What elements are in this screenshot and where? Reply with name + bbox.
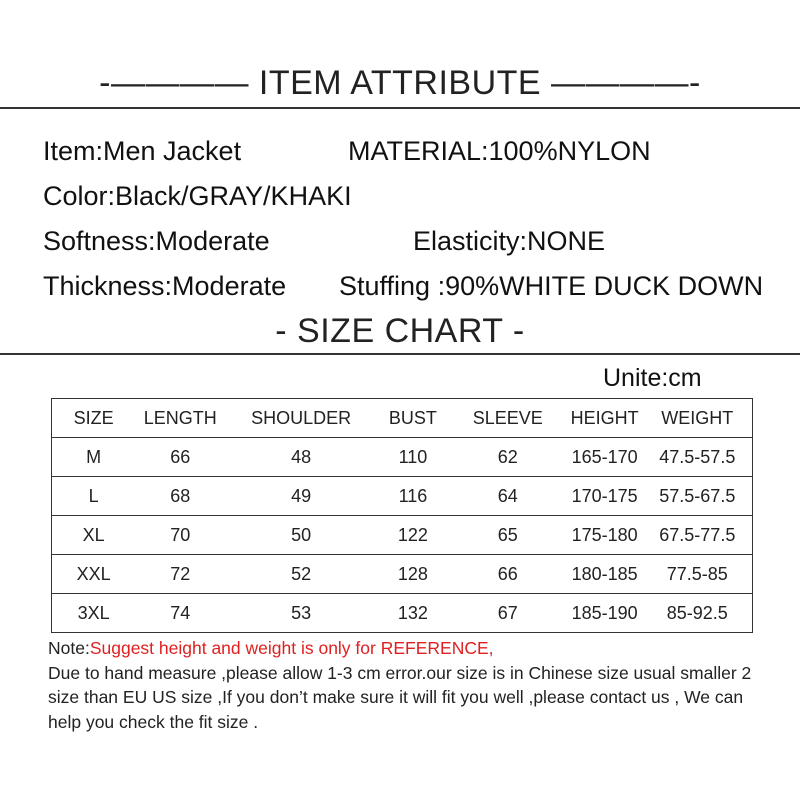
cell-height: 165-170 — [567, 438, 643, 477]
table-row — [52, 438, 753, 477]
cell-shoulder: 50 — [225, 516, 377, 555]
size-table — [51, 398, 753, 633]
cell-shoulder: 49 — [225, 477, 377, 516]
note-label: Note: — [48, 638, 90, 658]
header-divider — [0, 107, 800, 109]
cell-height: 180-185 — [567, 555, 643, 594]
col-header-length: LENGTH — [135, 399, 225, 438]
note-body: Due to hand measure ,please allow 1-3 cm error.our size is in Chinese size usual smaller 2 size than EU US size ,If you don’t make sure it will fit you well ,please contact us , We can help you check the fit size . — [48, 662, 752, 732]
cell-weight: 67.5-77.5 — [643, 516, 753, 555]
table-row — [52, 555, 753, 594]
cell-bust: 128 — [377, 555, 449, 594]
table-header-row — [52, 399, 753, 438]
cell-shoulder: 52 — [225, 555, 377, 594]
item-attribute-title: -———— ITEM ATTRIBUTE ————- — [99, 64, 701, 102]
cell-size: M — [52, 438, 136, 477]
table-row — [52, 594, 753, 633]
attr-elasticity: Elasticity:NONE — [413, 226, 606, 256]
cell-size: 3XL — [52, 594, 136, 633]
cell-size: XXL — [52, 555, 136, 594]
col-header-sleeve: SLEEVE — [449, 399, 567, 438]
cell-size: XL — [52, 516, 136, 555]
cell-length: 72 — [135, 555, 225, 594]
size-chart-title: - SIZE CHART - — [275, 312, 525, 350]
cell-height: 175-180 — [567, 516, 643, 555]
cell-height: 170-175 — [567, 477, 643, 516]
cell-shoulder: 53 — [225, 594, 377, 633]
cell-length: 68 — [135, 477, 225, 516]
col-header-shoulder: SHOULDER — [225, 399, 377, 438]
cell-height: 185-190 — [567, 594, 643, 633]
cell-bust: 116 — [377, 477, 449, 516]
fit-note — [48, 636, 768, 734]
cell-shoulder: 48 — [225, 438, 377, 477]
cell-length: 66 — [135, 438, 225, 477]
unit-label: Unite:cm — [603, 364, 702, 392]
attr-color: Color:Black/GRAY/KHAKI — [43, 181, 352, 211]
cell-sleeve: 67 — [449, 594, 567, 633]
attr-stuffing: Stuffing :90%WHITE DUCK DOWN — [339, 271, 764, 301]
attr-thickness: Thickness:Moderate — [43, 271, 287, 301]
note-highlight: Suggest height and weight is only for REFERENCE, — [89, 638, 494, 658]
cell-weight: 77.5-85 — [643, 555, 753, 594]
attr-softness: Softness:Moderate — [43, 226, 270, 256]
cell-bust: 132 — [377, 594, 449, 633]
cell-weight: 85-92.5 — [643, 594, 753, 633]
table-row — [52, 477, 753, 516]
col-header-weight: WEIGHT — [643, 399, 753, 438]
cell-sleeve: 62 — [449, 438, 567, 477]
attr-item: Item:Men Jacket — [43, 136, 242, 166]
col-header-size: SIZE — [52, 399, 136, 438]
cell-size: L — [52, 477, 136, 516]
cell-sleeve: 64 — [449, 477, 567, 516]
cell-weight: 57.5-67.5 — [643, 477, 753, 516]
col-header-height: HEIGHT — [567, 399, 643, 438]
cell-bust: 110 — [377, 438, 449, 477]
cell-weight: 47.5-57.5 — [643, 438, 753, 477]
table-row — [52, 516, 753, 555]
cell-length: 74 — [135, 594, 225, 633]
cell-bust: 122 — [377, 516, 449, 555]
size-chart-divider — [0, 353, 800, 355]
cell-length: 70 — [135, 516, 225, 555]
col-header-bust: BUST — [377, 399, 449, 438]
cell-sleeve: 66 — [449, 555, 567, 594]
attr-material: MATERIAL:100%NYLON — [348, 136, 651, 166]
cell-sleeve: 65 — [449, 516, 567, 555]
